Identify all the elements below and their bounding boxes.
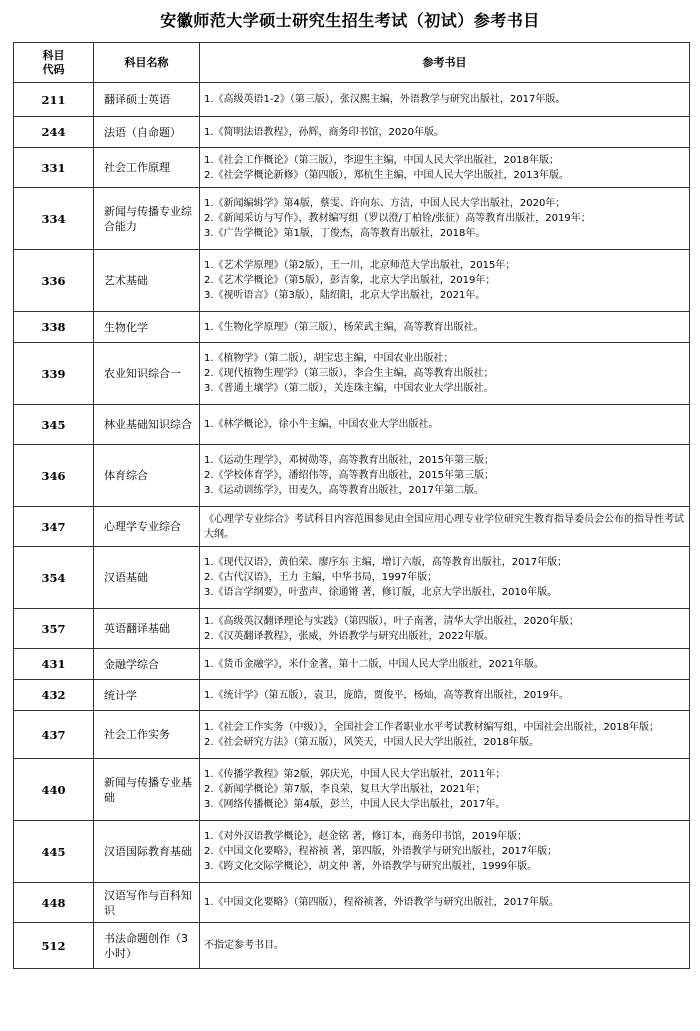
reference-book-table xyxy=(13,42,690,969)
reference-books xyxy=(200,649,690,680)
table-row xyxy=(14,680,690,711)
subject-code: 244 xyxy=(14,117,94,148)
table-row xyxy=(14,445,690,507)
book-entry: 不指定参考书目。 xyxy=(204,940,284,951)
subject-code: 346 xyxy=(14,445,94,507)
subject-code: 334 xyxy=(14,188,94,250)
reference-books xyxy=(200,250,690,312)
subject-code: 432 xyxy=(14,680,94,711)
book-entry: 1.《植物学》（第二版），胡宝忠主编，中国农业出版社； xyxy=(204,353,454,364)
subject-name: 汉语写作与百科知识 xyxy=(94,883,200,923)
subject-code: 211 xyxy=(14,83,94,117)
subject-code: 338 xyxy=(14,312,94,343)
subject-code: 357 xyxy=(14,609,94,649)
book-entry: 2.《艺术学概论》（第5版），彭吉象，北京大学出版社，2019年； xyxy=(204,275,496,286)
subject-code: 345 xyxy=(14,405,94,445)
header-books: 参考书目 xyxy=(200,43,690,83)
book-entry: 2.《学校体育学》，潘绍伟等，高等教育出版社，2015年第三版； xyxy=(204,470,494,481)
reference-books xyxy=(200,711,690,759)
reference-books xyxy=(200,507,690,547)
book-entry: 1.《统计学》（第五版），袁卫，庞皓，贾俊平，杨灿，高等教育出版社，2019年。 xyxy=(204,689,569,701)
subject-code: 354 xyxy=(14,547,94,609)
header-code-line2: 代码 xyxy=(42,62,65,76)
book-entry: 2.《现代植物生理学》（第三版），李合生主编，高等教育出版社； xyxy=(204,368,494,379)
table-row xyxy=(14,405,690,445)
book-entry: 1.《高级英语1-2》（第三版），张汉熙主编，外语教学与研究出版社，2017年版。 xyxy=(204,94,566,105)
subject-name: 金融学综合 xyxy=(94,649,200,680)
subject-name: 书法命题创作（3小时） xyxy=(94,923,200,969)
reference-books xyxy=(200,883,690,923)
subject-name: 汉语基础 xyxy=(94,547,200,609)
table-row xyxy=(14,883,690,923)
subject-code: 331 xyxy=(14,148,94,188)
subject-name: 翻译硕士英语 xyxy=(94,83,200,117)
book-entry: 3.《普通土壤学》（第二版），关连珠主编，中国农业大学出版社。 xyxy=(204,383,494,394)
subject-code: 431 xyxy=(14,649,94,680)
book-entry: 3.《语言学纲要》，叶蜚声、徐通锵 著，修订版，北京大学出版社，2010年版。 xyxy=(204,587,558,598)
book-entry: 1.《货币金融学》，米什金著，第十二版，中国人民大学出版社，2021年版。 xyxy=(204,658,544,670)
table-row xyxy=(14,821,690,883)
reference-books xyxy=(200,445,690,507)
book-entry: 2.《新闻采访与写作》，教材编写组（罗以澄/丁柏铨/张征）高等教育出版社，2019年； xyxy=(204,213,591,224)
subject-name: 汉语国际教育基础 xyxy=(94,821,200,883)
book-entry: 1.《对外汉语教学概论》，赵金铭 著，修订本，商务印书馆，2019年版； xyxy=(204,831,528,842)
reference-books xyxy=(200,405,690,445)
book-entry: 2.《中国文化要略》，程裕祯 著，第四版，外语教学与研究出版社，2017年版； xyxy=(204,846,558,857)
subject-name: 法语（自命题） xyxy=(94,117,200,148)
book-entry: 1.《现代汉语》，黄伯荣、廖序东 主编，增订六版，高等教育出版社，2017年版； xyxy=(204,557,568,568)
book-entry: 2.《社会学概论新修》（第四版），郑杭生主编，中国人民大学出版社，2013年版。 xyxy=(204,169,569,181)
table-row xyxy=(14,117,690,148)
book-entry: 1.《中国文化要略》（第四版），程裕祯著，外语教学与研究出版社，2017年版。 xyxy=(204,897,559,908)
reference-books xyxy=(200,680,690,711)
subject-code: 336 xyxy=(14,250,94,312)
subject-name: 林业基础知识综合 xyxy=(94,405,200,445)
subject-name: 英语翻译基础 xyxy=(94,609,200,649)
subject-name: 统计学 xyxy=(94,680,200,711)
subject-code: 347 xyxy=(14,507,94,547)
table-row xyxy=(14,711,690,759)
subject-name: 社会工作原理 xyxy=(94,148,200,188)
reference-books xyxy=(200,148,690,188)
subject-name: 新闻与传播专业基础 xyxy=(94,759,200,821)
subject-code: 339 xyxy=(14,343,94,405)
table-row xyxy=(14,923,690,969)
book-entry: 1.《高级英汉翻译理论与实践》（第四版），叶子南著，清华大学出版社，2020年版； xyxy=(204,615,579,627)
book-entry: 1.《简明法语教程》，孙辉，商务印书馆，2020年版。 xyxy=(204,126,444,138)
book-entry: 3.《网络传播概论》第4版，彭兰，中国人民大学出版社，2017年。 xyxy=(204,799,506,810)
book-entry: 2.《新闻学概论》第7版，李良荣，复旦大学出版社，2021年； xyxy=(204,784,486,795)
book-entry: 2.《汉英翻译教程》，张威，外语教学与研究出版社，2022年版。 xyxy=(204,630,494,642)
reference-books xyxy=(200,188,690,250)
book-entry: 1.《林学概论》，徐小牛主编，中国农业大学出版社。 xyxy=(204,419,439,430)
table-row xyxy=(14,83,690,117)
book-entry: 1.《艺术学原理》（第2版），王一川，北京师范大学出版社，2015年； xyxy=(204,260,516,271)
table-row xyxy=(14,148,690,188)
reference-books xyxy=(200,117,690,148)
book-entry: 2.《社会研究方法》（第五版），风笑天，中国人民大学出版社，2018年版。 xyxy=(204,736,539,748)
subject-name: 农业知识综合一 xyxy=(94,343,200,405)
table-row xyxy=(14,188,690,250)
subject-code: 448 xyxy=(14,883,94,923)
book-entry: 《心理学专业综合》考试科目内容范围参见由全国应用心理专业学位研究生教育指导委员会公布的指导性考试大纲。 xyxy=(204,513,684,540)
reference-books xyxy=(200,609,690,649)
subject-name: 生物化学 xyxy=(94,312,200,343)
table-row xyxy=(14,250,690,312)
subject-name: 心理学专业综合 xyxy=(94,507,200,547)
book-entry: 1.《传播学教程》第2版，郭庆光，中国人民大学出版社，2011年； xyxy=(204,769,506,780)
subject-code: 440 xyxy=(14,759,94,821)
subject-name: 新闻与传播专业综合能力 xyxy=(94,188,200,250)
header-code xyxy=(14,43,94,83)
header-code-line1: 科目 xyxy=(42,48,65,62)
header-name: 科目名称 xyxy=(94,43,200,83)
subject-name: 社会工作实务 xyxy=(94,711,200,759)
reference-books xyxy=(200,312,690,343)
table-row xyxy=(14,312,690,343)
reference-books xyxy=(200,547,690,609)
subject-name: 体育综合 xyxy=(94,445,200,507)
subject-code: 437 xyxy=(14,711,94,759)
table-row xyxy=(14,343,690,405)
reference-books xyxy=(200,759,690,821)
reference-books xyxy=(200,923,690,969)
table-row xyxy=(14,609,690,649)
subject-name: 艺术基础 xyxy=(94,250,200,312)
book-entry: 1.《新闻编辑学》第4版，蔡雯、许向东、方洁，中国人民大学出版社，2020年； xyxy=(204,198,566,209)
book-entry: 1.《运动生理学》，邓树勋等，高等教育出版社，2015年第三版； xyxy=(204,455,494,466)
table-body xyxy=(14,83,690,969)
book-entry: 3.《运动训练学》，田麦久，高等教育出版社，2017年第二版。 xyxy=(204,485,484,496)
subject-code: 512 xyxy=(14,923,94,969)
book-entry: 1.《社会工作概论》（第三版），李迎生主编，中国人民大学出版社，2018年版； xyxy=(204,154,559,166)
book-entry: 1.《社会工作实务（中级）》，全国社会工作者职业水平考试教材编写组，中国社会出版社，2018年版； xyxy=(204,721,659,733)
reference-books xyxy=(200,83,690,117)
reference-books xyxy=(200,343,690,405)
table-row xyxy=(14,759,690,821)
book-entry: 1.《生物化学原理》（第三版），杨荣武主编，高等教育出版社。 xyxy=(204,321,484,333)
book-entry: 2.《古代汉语》，王力 主编，中华书局，1997年版； xyxy=(204,572,438,583)
table-row xyxy=(14,547,690,609)
book-entry: 3.《广告学概论》第1版，丁俊杰，高等教育出版社，2018年。 xyxy=(204,228,486,239)
page-title: 安徽师范大学硕士研究生招生考试（初试）参考书目 xyxy=(160,11,540,30)
table-row xyxy=(14,507,690,547)
reference-books xyxy=(200,821,690,883)
table-row xyxy=(14,649,690,680)
book-entry: 3.《视听语言》（第3版），陆绍阳，北京大学出版社，2021年。 xyxy=(204,290,486,301)
book-entry: 3.《跨文化交际学概论》，胡文仲 著，外语教学与研究出版社，1999年版。 xyxy=(204,861,538,872)
table-header-row xyxy=(14,43,690,83)
subject-code: 445 xyxy=(14,821,94,883)
